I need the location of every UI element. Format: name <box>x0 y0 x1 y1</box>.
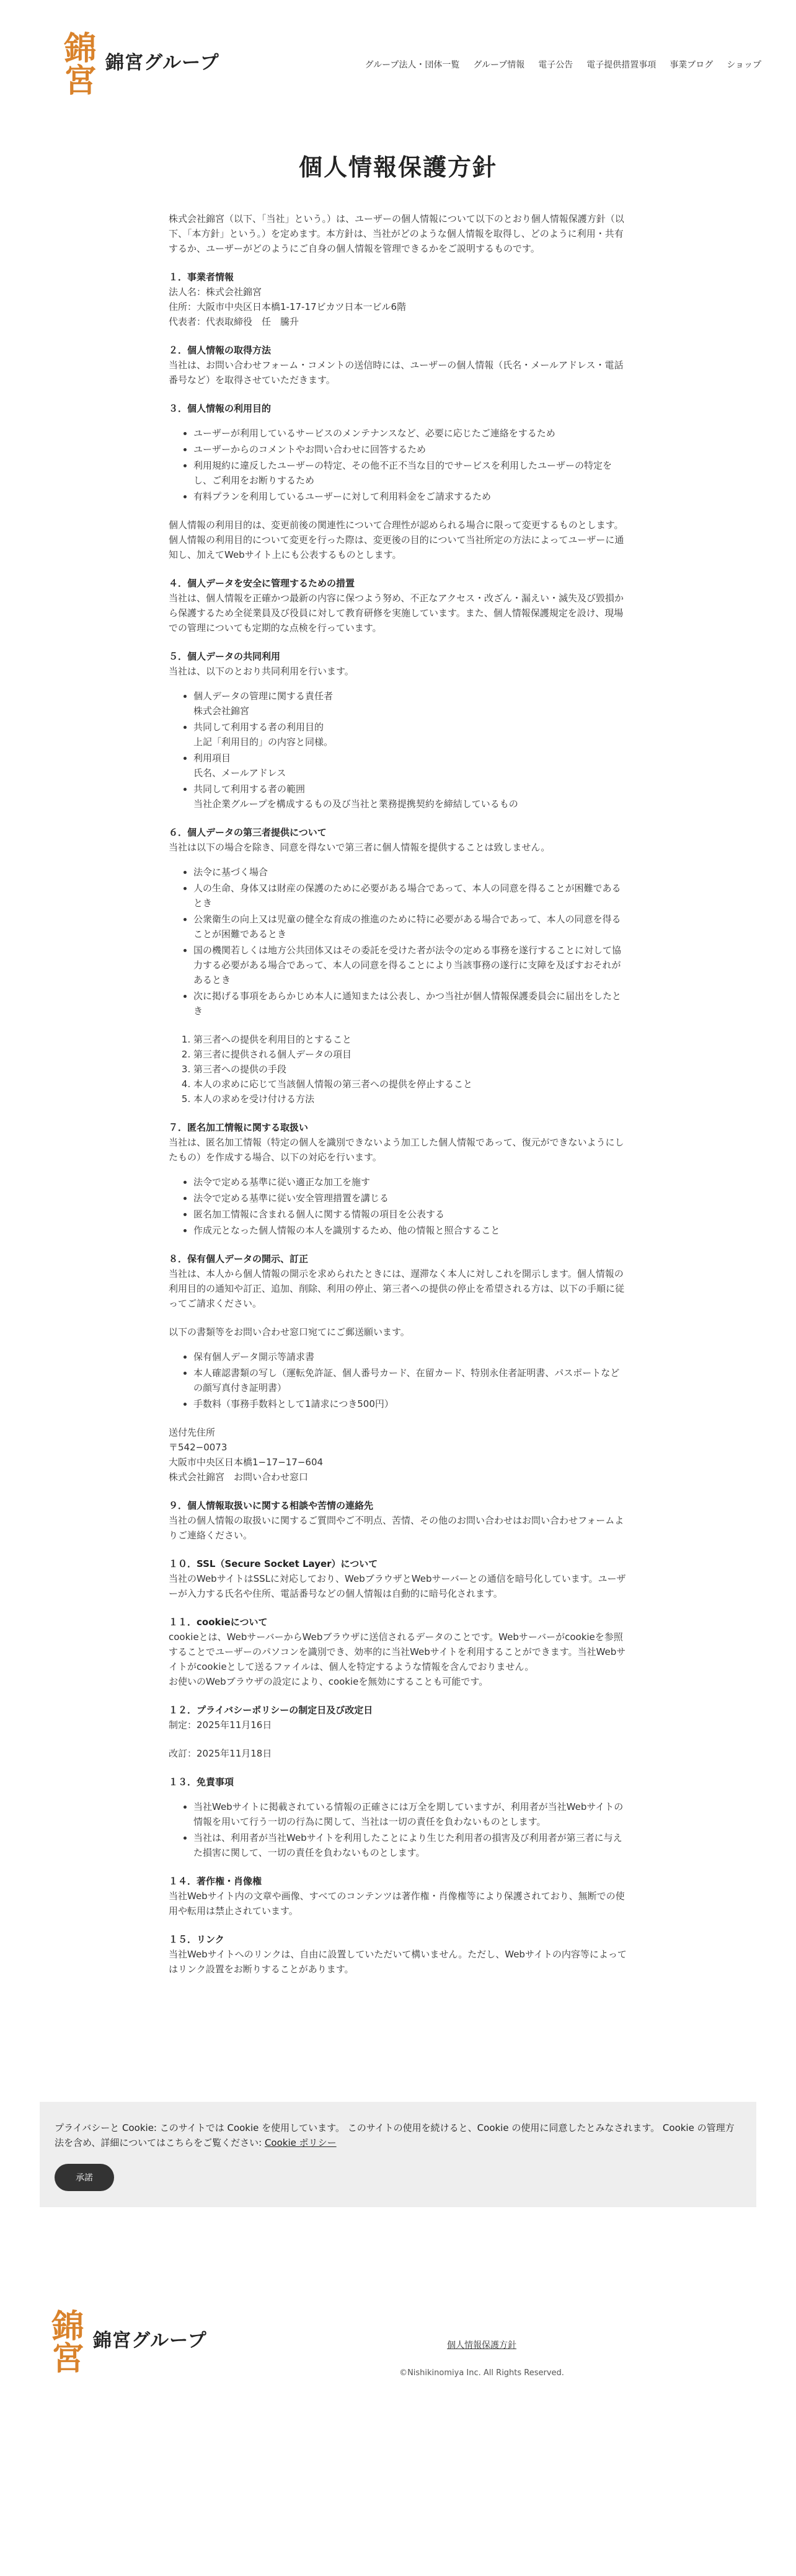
section-text: 以下の書類等をお問い合わせ窓口宛てにご郵送願います。 <box>169 1326 410 1338</box>
established-date: 制定：2025年11月16日 <box>169 1719 272 1731</box>
intro-section <box>169 211 627 256</box>
item-value: 氏名、メールアドレス <box>193 767 286 779</box>
cookie-notice: プライバシーと Cookie: このサイトでは Cookie を使用しています。 このサイトの使用を続けると、Cookie の使用に同意したとみなされます。 Cookie の管理方法を含め、詳細についてはこちらをご覧ください: <box>55 2122 735 2148</box>
list-item: • 保有個人データ開示等請求書 <box>193 1349 627 1364</box>
section-title: １．事業者情報 <box>169 271 234 283</box>
company-representative: 代表者：代表取締役 任 騰升 <box>169 315 299 327</box>
list-item: • 法令で定める基準に従い安全管理措置を講じる <box>193 1191 627 1206</box>
nav-item-shop[interactable]: ショップ <box>727 60 761 70</box>
section-title: ２．個人情報の取得方法 <box>169 344 272 356</box>
spacer <box>169 1311 627 1325</box>
section-text: 当社Webサイトへのリンクは、自由に設置していただいて構いません。ただし、Webサイトの内容等によってはリンク設置をお断りすることがあります。 <box>169 1948 627 1975</box>
section-text: 当社は、個人情報を正確かつ最新の内容に保つよう努め、不正なアクセス・改ざん・漏えい・滅失及び毀損から保護するため全従業員及び役員に対して教育研修を実施しています。また、個人情報保護規定を設け、現場での管理についても定期的な点検を行っています。 <box>169 592 624 633</box>
section-title: ９．個人情報取扱いに関する相談や苦情の連絡先 <box>169 1499 374 1511</box>
nav-item-group-corporations[interactable]: グループ法人・団体一覧 <box>365 60 460 70</box>
section-title: １１．cookieについて <box>169 1616 268 1628</box>
list-item: • 国の機関若しくは地方公共団体又はその委託を受けた者が法令の定める事務を遂行することに対して協力する必要がある場合であって、本人の同意を得ることにより当該事務の遂行に支障を及ぼすおそれがあるとき <box>193 943 627 987</box>
section-title: ５．個人データの共同利用 <box>169 650 281 662</box>
section-text: cookieとは、WebサーバーからWebブラウザに送信されるデータのことです。Webサーバーがcookieを参照することでユーザーのパソコンを識別でき、効率的に当社Webサイトを利用することができます。当社Webサイトがcookieとして送るファイルは、個人を特定するような情報を含んでおりません。 <box>169 1631 626 1672</box>
nav-item-electronic-provision[interactable]: 電子提供措置事項 <box>586 60 657 70</box>
nav-item-group-info[interactable]: グループ情報 <box>473 60 525 70</box>
accept-cookies-button[interactable]: 承諾 <box>55 2164 114 2191</box>
section-ssl <box>169 1556 627 1601</box>
exception-list <box>169 865 627 1018</box>
address-postal: 〒542−0073 <box>169 1441 228 1453</box>
list-item: 1. 第三者への提供を利用目的とすること <box>193 1032 627 1047</box>
section-text: お使いのWebブラウザの設定により、cookieを無効にすることも可能です。 <box>169 1675 489 1687</box>
section-disclosure <box>169 1251 627 1484</box>
site-footer <box>0 2207 796 2480</box>
list-item: • ユーザーからのコメントやお問い合わせに回答するため <box>193 442 627 457</box>
list-item <box>193 751 627 780</box>
section-title: １３．免責事項 <box>169 1776 234 1788</box>
intro-text: 株式会社錦宮（以下、「当社」という。）は、ユーザーの個人情報について以下のとおり個人情報保護方針（以下、「本方針」という。）を定めます。本方針は、当社がどのような個人情報を取得し、どのように利用・共有するか、ユーザーがどのようにご自身の個人情報を管理できるかをご説明するものです。 <box>169 213 624 254</box>
section-acquisition <box>169 343 627 387</box>
section-text: 当社は、本人から個人情報の開示を求められたときには、遅滞なく本人に対しこれを開示します。個人情報の利用目的の通知や訂正、追加、削除、利用の停止、第三者への提供の停止を希望される方は、以下の手順に従ってご請求ください。 <box>169 1268 625 1309</box>
list-item: 5. 本人の求めを受け付ける方法 <box>193 1092 627 1106</box>
company-address: 住所：大阪市中央区日本橋1-17-17ビカツ日本一ビル6階 <box>169 301 407 312</box>
list-item: • 作成元となった個人情報の本人を識別するため、他の情報と照合すること <box>193 1223 627 1238</box>
section-text: 個人情報の利用目的は、変更前後の関連性について合理性が認められる場合に限って変更するものとします。 <box>169 519 624 531</box>
section-text: 当社は、お問い合わせフォーム・コメントの送信時には、ユーザーの個人情報（氏名・メールアドレス・電話番号など）を取得させていただきます。 <box>169 359 624 386</box>
item-value: 上記「利用目的」の内容と同様。 <box>193 736 334 748</box>
list-item: • 法令で定める基準に従い適正な加工を施す <box>193 1175 627 1189</box>
section-title: ６．個人データの第三者提供について <box>169 826 327 838</box>
main-content <box>169 124 627 2102</box>
item-label: • 共同して利用する者の範囲 <box>193 783 306 795</box>
list-item: • 本人確認書類の写し（運転免許証、個人番号カード、在留カード、特別永住者証明書、パスポートなどの顔写真付き証明書） <box>193 1365 627 1395</box>
section-text: 当社の個人情報の取扱いに関するご質問やご不明点、苦情、その他のお問い合わせはお問い合わせフォームよりご連絡ください。 <box>169 1514 624 1541</box>
section-title: １５．リンク <box>169 1933 224 1945</box>
disclaimer-list <box>169 1799 627 1860</box>
list-item: • 法令に基づく場合 <box>193 865 627 880</box>
cookie-policy-link[interactable]: Cookie ポリシー <box>264 2137 337 2148</box>
nav-item-business-blog[interactable]: 事業ブログ <box>670 60 714 70</box>
section-title: １４．著作権・肖像権 <box>169 1875 262 1887</box>
anonymized-list <box>169 1175 627 1238</box>
section-links <box>169 1932 627 1977</box>
footer-privacy-link[interactable]: 個人情報保護方針 <box>447 2340 516 2350</box>
address-recipient: 株式会社錦宮 お問い合わせ窓口 <box>169 1471 309 1483</box>
list-item <box>193 689 627 718</box>
item-label: • 利用項目 <box>193 752 231 764</box>
footer-links <box>0 2337 796 2352</box>
section-title: ８．保有個人データの開示、訂正 <box>169 1253 309 1264</box>
item-value: 株式会社錦宮 <box>193 705 250 717</box>
joint-use-list <box>169 689 627 811</box>
list-item <box>193 782 627 811</box>
logo-mark-text: 錦宮 <box>46 2308 84 2373</box>
list-item: • ユーザーが利用しているサービスのメンテナンスなど、必要に応じたご連絡をするため <box>193 426 627 441</box>
section-text: 当社は、以下のとおり共同利用を行います。 <box>169 665 354 677</box>
section-dates <box>169 1703 627 1761</box>
section-security <box>169 576 627 635</box>
list-item: 4. 本人の求めに応じて当該個人情報の第三者への提供を停止すること <box>193 1077 627 1092</box>
section-business-info <box>169 270 627 329</box>
page-title: 個人情報保護方針 <box>298 154 497 181</box>
section-anonymized <box>169 1120 627 1238</box>
section-title: ４．個人データを安全に管理するための措置 <box>169 577 355 589</box>
section-text: 当社は以下の場合を除き、同意を得ないで第三者に個人情報を提供することは致しません。 <box>169 841 551 853</box>
logo-mark <box>60 22 94 104</box>
address-street: 大阪市中央区日本橋1−17−17−604 <box>169 1456 324 1468</box>
item-label: • 共同して利用する者の利用目的 <box>193 721 324 733</box>
logo-mark-text: 錦宮 <box>58 31 96 95</box>
section-text: 当社Webサイト内の文章や画像、すべてのコンテンツは著作権・肖像権等により保護されており、無断での使用や転用は禁止されています。 <box>169 1890 625 1917</box>
list-item: • 人の生命、身体又は財産の保護のために必要がある場合であって、本人の同意を得ることが困難であるとき <box>193 881 627 911</box>
section-title: ７．匿名加工情報に関する取扱い <box>169 1121 309 1133</box>
list-item: • 当社は、利用者が当社Webサイトを利用したことにより生じた利用者の損害及び利用者が第三者に与えた損害に関して、一切の責任を負わないものとします。 <box>193 1830 627 1860</box>
item-value: 当社企業グループを構成するもの及び当社と業務提携契約を締結しているもの <box>193 798 518 809</box>
revised-date: 改訂：2025年11月18日 <box>169 1747 272 1759</box>
section-text: 当社は、匿名加工情報（特定の個人を識別できないよう加工した個人情報であって、復元ができないようにしたもの）を作成する場合、以下の対応を行います。 <box>169 1136 624 1163</box>
notification-items-list <box>169 1032 627 1106</box>
item-label: • 個人データの管理に関する責任者 <box>193 690 334 702</box>
site-logo[interactable] <box>60 22 219 104</box>
section-title: ３．個人情報の利用目的 <box>169 402 272 414</box>
list-item: • 次に掲げる事項をあらかじめ本人に通知または公表し、かつ当社が個人情報保護委員会に届出をしたとき <box>193 989 627 1018</box>
company-name: 法人名：株式会社錦宮 <box>169 286 262 298</box>
section-cookie <box>169 1615 627 1689</box>
documents-list <box>169 1349 627 1411</box>
list-item: • 利用規約に違反したユーザーの特定、その他不正不当な目的でサービスを利用したユーザーの特定をし、ご利用をお断りするため <box>193 458 627 488</box>
logo-text: 錦宮グループ <box>93 2329 207 2352</box>
section-title: １０．SSL（Secure Socket Layer）について <box>169 1558 378 1569</box>
list-item <box>193 720 627 749</box>
list-item: 3. 第三者への提供の手段 <box>193 1062 627 1077</box>
section-disclaimer <box>169 1775 627 1860</box>
copyright: ©Nishikinomiya Inc. All Rights Reserved. <box>399 2368 564 2378</box>
section-copyright <box>169 1874 627 1918</box>
spacer <box>169 1732 627 1746</box>
address-label: 送付先住所 <box>169 1426 216 1438</box>
list-item: • 有料プランを利用しているユーザーに対して利用料金をご請求するため <box>193 489 627 504</box>
list-item: • 当社Webサイトに掲載されている情報の正確さには万全を期していますが、利用者が当社Webサイトの情報を用いて行う一切の行為に関して、当社は一切の責任を負わないものとします。 <box>193 1799 627 1829</box>
section-text: 個人情報の利用目的について変更を行った際は、変更後の目的について当社所定の方法によってユーザーに通知し、加えてWebサイト上にも公表するものとします。 <box>169 534 624 560</box>
section-contact <box>169 1498 627 1543</box>
section-third-party <box>169 825 627 1106</box>
list-item: • 公衆衛生の向上又は児童の健全な育成の推進のために特に必要がある場合であって、本人の同意を得ることが困難であるとき <box>193 912 627 942</box>
site-header <box>0 0 796 124</box>
section-joint-use <box>169 649 627 811</box>
purpose-list <box>169 426 627 504</box>
list-item: • 匿名加工情報に含まれる個人に関する情報の項目を公表する <box>193 1207 627 1222</box>
list-item: • 手数料（事務手数料として1請求につき500円） <box>193 1396 627 1411</box>
section-title: １２．プライバシーポリシーの制定日及び改定日 <box>169 1704 373 1716</box>
logo-text: 錦宮グループ <box>105 52 219 74</box>
cookie-banner <box>40 2102 756 2207</box>
nav-item-electronic-notice[interactable]: 電子公告 <box>538 60 573 70</box>
main-nav <box>365 58 761 72</box>
section-text: 当社のWebサイトはSSLに対応しており、WebブラウザとWebサーバーとの通信を暗号化しています。ユーザーが入力する氏名や住所、電話番号などの個人情報は自動的に暗号化されます。 <box>169 1573 626 1599</box>
section-purpose <box>169 401 627 562</box>
list-item: 2. 第三者に提供される個人データの項目 <box>193 1047 627 1062</box>
cookie-banner-text <box>55 2120 741 2150</box>
